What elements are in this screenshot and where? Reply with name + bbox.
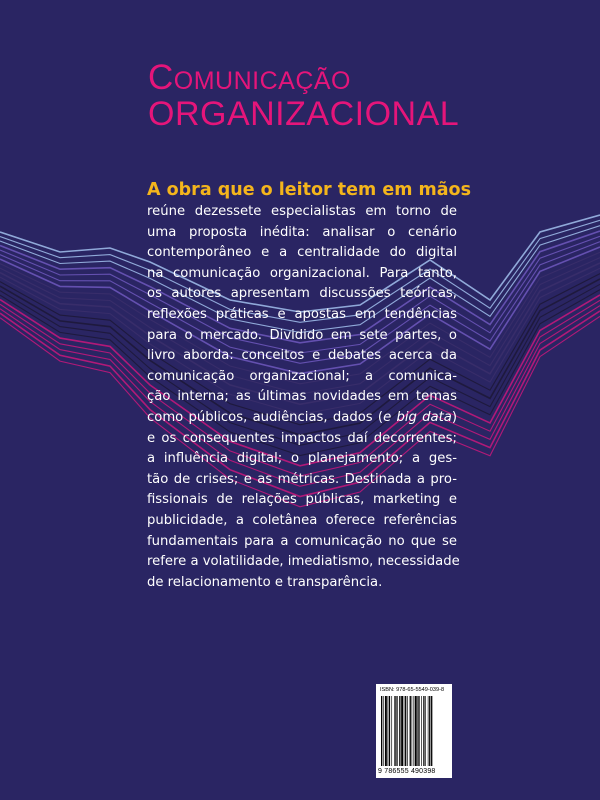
synopsis-line-part: como públicos, audiências, dados ( bbox=[147, 409, 384, 425]
barcode-icon bbox=[380, 696, 448, 768]
barcode-bar bbox=[412, 696, 413, 766]
barcode-bar bbox=[404, 696, 405, 766]
synopsis-line: publicidade, a coletânea oferece referências bbox=[147, 512, 457, 528]
barcode-digits: 9 786555 490398 bbox=[378, 768, 436, 775]
barcode-bar bbox=[423, 696, 424, 766]
title-line-1: Comunicação bbox=[148, 58, 352, 97]
synopsis-line: para o mercado. Dividido em sete partes, o bbox=[147, 327, 457, 343]
barcode-bar bbox=[385, 696, 387, 766]
barcode-bar bbox=[425, 696, 426, 766]
barcode-bar bbox=[388, 696, 389, 766]
barcode-bar bbox=[383, 696, 384, 766]
synopsis-line: uma proposta inédita: analisar o cenário bbox=[147, 224, 457, 240]
synopsis-line: de relacionamento e transparência. bbox=[147, 574, 383, 590]
barcode-bar bbox=[431, 696, 432, 766]
isbn-label: ISBN: 978-65-5549-039-8 bbox=[380, 687, 445, 693]
barcode-bar bbox=[410, 696, 411, 766]
barcode-bar bbox=[381, 696, 382, 766]
barcode-bar bbox=[415, 696, 417, 766]
synopsis-line: livro aborda: conceitos e debates acerca da bbox=[147, 348, 457, 364]
synopsis-line: tão de crises; e as métricas. Destinada a pro- bbox=[147, 471, 457, 487]
synopsis-line: comunicação organizacional; a comunica- bbox=[147, 368, 457, 384]
synopsis bbox=[147, 178, 471, 593]
barcode-block bbox=[376, 684, 452, 778]
synopsis-line: fissionais de relações públicas, marketing e bbox=[147, 492, 457, 508]
barcode-bar bbox=[419, 696, 420, 766]
synopsis-line: reflexões práticas e apostas em tendências bbox=[147, 306, 457, 322]
barcode-bar bbox=[417, 696, 418, 766]
barcode-bar bbox=[399, 696, 400, 766]
synopsis-line: reúne dezessete especialistas em torno de bbox=[147, 204, 457, 219]
barcode-bar bbox=[407, 696, 408, 766]
synopsis-line: na comunicação organizacional. Para tanto, bbox=[147, 265, 457, 281]
barcode-bar bbox=[401, 696, 403, 766]
barcode-bar bbox=[394, 696, 395, 766]
barcode-bar bbox=[428, 696, 429, 766]
barcode-bar bbox=[389, 696, 390, 766]
synopsis-line: contemporâneo e a centralidade do digital bbox=[147, 245, 457, 261]
synopsis-line bbox=[147, 408, 457, 429]
synopsis-line: refere a volatilidade, imediatismo, necessidade bbox=[147, 554, 460, 570]
barcode-bar bbox=[391, 696, 392, 766]
synopsis-line: fundamentais para a comunicação no que se bbox=[147, 533, 457, 549]
barcode-bar bbox=[405, 696, 406, 766]
synopsis-line: e os consequentes impactos daí decorrentes; bbox=[147, 430, 457, 446]
barcode-bar bbox=[414, 696, 415, 766]
barcode-bar bbox=[397, 696, 398, 766]
barcode-bar bbox=[395, 696, 396, 766]
synopsis-line: os autores apresentam discussões teóricas, bbox=[147, 286, 457, 302]
title-line-2: ORGANIZACIONAL bbox=[148, 95, 460, 133]
synopsis-line-italic: e big data bbox=[383, 409, 452, 425]
barcode-bar bbox=[421, 696, 422, 766]
synopsis-line: ção interna; as últimas novidades em temas bbox=[147, 389, 457, 405]
barcode-bar bbox=[429, 696, 430, 766]
synopsis-line-part: ) bbox=[451, 409, 457, 425]
synopsis-line: a influência digital; o planejamento; a ges- bbox=[147, 451, 457, 467]
synopsis-lead: A obra que o leitor tem em mãos bbox=[147, 180, 471, 200]
